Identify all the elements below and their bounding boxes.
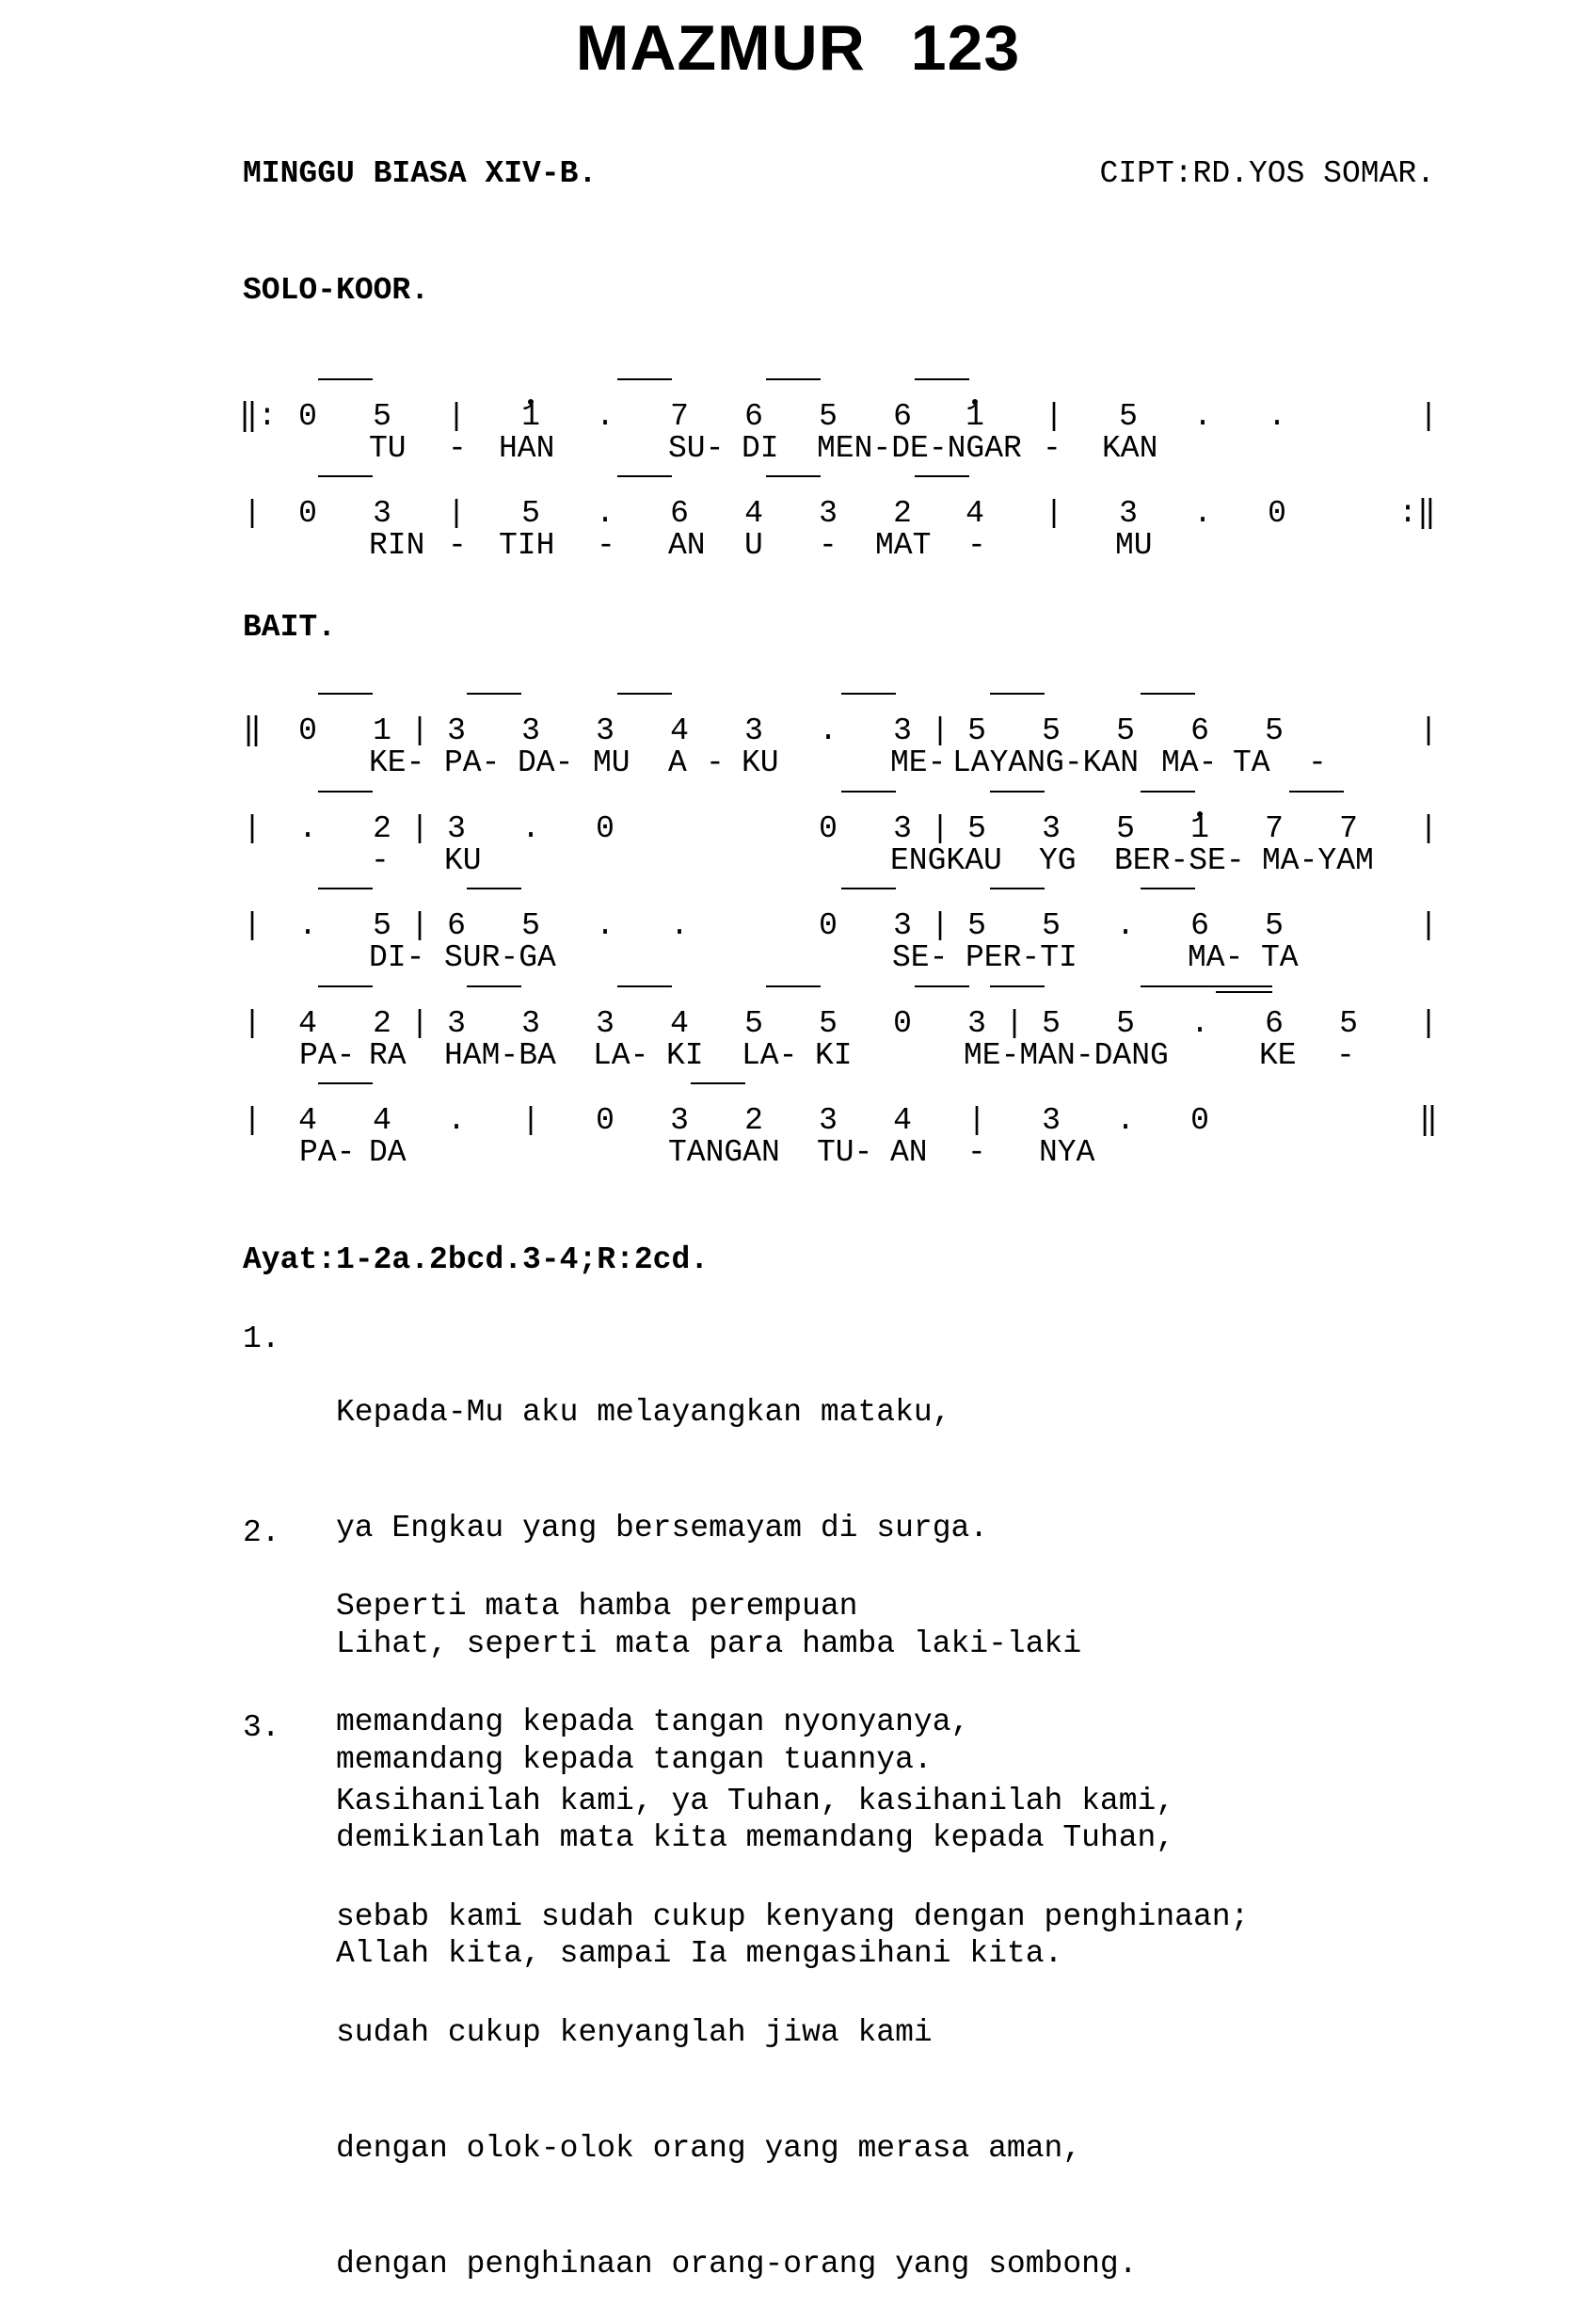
note: 0 xyxy=(298,713,317,748)
note: 5 xyxy=(521,496,540,531)
note-dot: . xyxy=(521,811,540,846)
final-double-barline: ‖ xyxy=(1419,1103,1438,1138)
lyric-syllable: PA- xyxy=(444,745,501,780)
note: 3 xyxy=(521,713,540,748)
lyric-syllable: TA xyxy=(1261,940,1299,975)
note: 3 xyxy=(1119,496,1138,531)
note: 1 xyxy=(1190,811,1209,846)
note: 4 xyxy=(744,496,763,531)
barline: | xyxy=(243,1103,262,1138)
lyric-syllable: - xyxy=(448,431,467,466)
refrain-staff-2 xyxy=(243,462,1445,563)
note: 3 xyxy=(893,908,912,943)
lyric-syllable: DA- xyxy=(518,745,574,780)
lyric-syllable: - xyxy=(371,843,390,878)
note: 4 xyxy=(966,496,984,531)
beam xyxy=(617,693,672,695)
lyric-syllable: TA xyxy=(1233,745,1270,780)
note: 0 xyxy=(596,811,614,846)
beam xyxy=(1289,791,1344,793)
note: 6 xyxy=(744,399,763,434)
note: 2 xyxy=(893,496,912,531)
stanza-number: 1. xyxy=(243,1321,280,1356)
lyric-syllable: YG xyxy=(1039,843,1077,878)
note: 4 xyxy=(670,1006,689,1041)
note-dot: . xyxy=(298,811,317,846)
lyric-syllable: AN xyxy=(668,528,706,563)
lyric-syllable: PA- xyxy=(299,1135,356,1170)
beam xyxy=(617,475,672,477)
barline: | xyxy=(410,713,429,748)
lyric-syllable: RA xyxy=(369,1038,407,1073)
beam xyxy=(841,888,896,889)
barline: | xyxy=(1005,1006,1024,1041)
lyric-syllable: PER-TI xyxy=(966,940,1077,975)
beam xyxy=(691,1082,745,1084)
beam xyxy=(467,888,521,889)
verse-staff-1 xyxy=(243,680,1445,780)
note: 7 xyxy=(670,399,689,434)
lyric-syllable: HAM-BA xyxy=(444,1038,556,1073)
beam xyxy=(617,378,672,380)
lyric-syllable: - xyxy=(448,528,467,563)
beam xyxy=(766,475,821,477)
beam xyxy=(318,791,373,793)
note: 4 xyxy=(373,1103,391,1138)
note: 5 xyxy=(967,908,986,943)
lyric-syllable: - xyxy=(967,1135,986,1170)
stanza-line: dengan olok-olok orang yang merasa aman, xyxy=(336,2131,1082,2166)
note: 5 xyxy=(819,399,838,434)
double-barline: ‖ xyxy=(243,713,262,748)
note: 6 xyxy=(1265,1006,1284,1041)
barline: | xyxy=(410,811,429,846)
beam xyxy=(766,985,821,987)
lyric-syllable: HAN xyxy=(499,431,555,466)
lyric-syllable: - xyxy=(967,528,986,563)
note: 3 xyxy=(893,811,912,846)
barline: | xyxy=(1419,908,1438,943)
barline: | xyxy=(447,496,466,531)
lyric-syllable: - xyxy=(1336,1038,1355,1073)
beam xyxy=(318,475,373,477)
note: 5 xyxy=(521,908,540,943)
lyric-syllable: RIN xyxy=(369,528,425,563)
note: 0 xyxy=(1190,1103,1209,1138)
beam xyxy=(1141,985,1272,987)
note: 0 xyxy=(298,399,317,434)
stanza-3 xyxy=(336,1705,1249,2322)
lyric-syllable: LA- xyxy=(593,1038,649,1073)
note-dot: . xyxy=(596,399,614,434)
lyric-syllable: MU xyxy=(1115,528,1153,563)
note: 3 xyxy=(893,713,912,748)
refrain-staff-1 xyxy=(239,365,1445,466)
beam xyxy=(318,1082,373,1084)
stanza-line: dengan penghinaan orang-orang yang sombong. xyxy=(336,2247,1138,2282)
lyric-syllable: KU xyxy=(742,745,779,780)
note: 3 xyxy=(819,1103,838,1138)
note: 3 xyxy=(521,1006,540,1041)
note: 5 xyxy=(1116,713,1135,748)
lyric-syllable: MA- xyxy=(1188,940,1244,975)
barline: | xyxy=(931,713,950,748)
note: 3 xyxy=(1042,811,1061,846)
note: 5 xyxy=(1042,713,1061,748)
note: 7 xyxy=(1339,811,1358,846)
note: 3 xyxy=(670,1103,689,1138)
barline: | xyxy=(931,908,950,943)
beam xyxy=(318,693,373,695)
note: 4 xyxy=(298,1006,317,1041)
barline: | xyxy=(243,1006,262,1041)
note: 0 xyxy=(819,811,838,846)
note: 5 xyxy=(1042,1006,1061,1041)
repeat-start-barline: ‖: xyxy=(239,399,277,434)
note: 5 xyxy=(1116,1006,1135,1041)
lyric-syllable: ME-MAN-DANG xyxy=(964,1038,1169,1073)
lyric-syllable: ENGKAU xyxy=(890,843,1002,878)
note-dot: . xyxy=(1116,908,1135,943)
lyric-syllable: TIH xyxy=(499,528,555,563)
note: 2 xyxy=(373,1006,391,1041)
beam xyxy=(915,985,969,987)
double-beam xyxy=(1216,991,1272,993)
barline: | xyxy=(243,811,262,846)
beam xyxy=(990,888,1045,889)
stanza-line: Allah kita, sampai Ia mengasihani kita. xyxy=(336,1936,1063,1971)
stanza-line: Kasihanilah kami, ya Tuhan, kasihanilah kami, xyxy=(336,1784,1175,1818)
note: 5 xyxy=(967,713,986,748)
note: 1 xyxy=(373,713,391,748)
note: 5 xyxy=(967,811,986,846)
lyric-syllable: MA-YAM xyxy=(1262,843,1374,878)
beam xyxy=(318,985,373,987)
beam xyxy=(990,985,1045,987)
beam xyxy=(990,791,1045,793)
stanza-number: 2. xyxy=(243,1515,280,1550)
beam xyxy=(841,693,896,695)
lyric-syllable: SU- xyxy=(668,431,725,466)
barline: | xyxy=(1045,496,1063,531)
lyric-syllable: LAYANG-KAN xyxy=(952,745,1140,780)
lyric-syllable: DI xyxy=(742,431,779,466)
note: 4 xyxy=(298,1103,317,1138)
note-dot: . xyxy=(1268,399,1286,434)
note: 0 xyxy=(1268,496,1286,531)
note: 6 xyxy=(1190,908,1209,943)
lyric-syllable: ME- xyxy=(890,745,947,780)
verse-staff-4 xyxy=(243,972,1445,1073)
verse-staff-3 xyxy=(243,874,1445,975)
beam xyxy=(1141,791,1195,793)
occasion-label: MINGGU BIASA XIV-B. xyxy=(243,156,598,191)
lyric-syllable: SUR-GA xyxy=(444,940,556,975)
stanza-line: demikianlah mata kita memandang kepada Tuhan, xyxy=(336,1820,1175,1855)
stanza-line: Kepada-Mu aku melayangkan mataku, xyxy=(336,1395,951,1430)
barline: | xyxy=(447,399,466,434)
note: 6 xyxy=(1190,713,1209,748)
beam xyxy=(990,693,1045,695)
barline: | xyxy=(1419,713,1438,748)
beam xyxy=(1141,693,1195,695)
beam xyxy=(467,985,521,987)
note-dot: . xyxy=(1190,1006,1209,1041)
stanza-line: memandang kepada tangan nyonyanya, xyxy=(336,1705,970,1739)
stanza-line: sebab kami sudah cukup kenyang dengan penghinaan; xyxy=(336,1899,1250,1934)
lyric-syllable: KE xyxy=(1259,1038,1297,1073)
note: 3 xyxy=(819,496,838,531)
note: 0 xyxy=(893,1006,912,1041)
barline: | xyxy=(1045,399,1063,434)
note-dot: . xyxy=(819,713,838,748)
beam xyxy=(841,791,896,793)
note-dot: . xyxy=(1193,399,1212,434)
lyric-syllable: AN xyxy=(890,1135,928,1170)
beam xyxy=(617,985,672,987)
note: 6 xyxy=(670,496,689,531)
barline: | xyxy=(521,1103,540,1138)
lyric-syllable: NYA xyxy=(1039,1135,1095,1170)
note: 6 xyxy=(447,908,466,943)
lyric-syllable: - xyxy=(1308,745,1327,780)
lyric-syllable: MAT xyxy=(875,528,932,563)
barline: | xyxy=(1419,811,1438,846)
note: 7 xyxy=(1265,811,1284,846)
beam xyxy=(766,378,821,380)
note: 3 xyxy=(1042,1103,1061,1138)
note: 3 xyxy=(967,1006,986,1041)
note-dot: . xyxy=(670,908,689,943)
ayat-reference: Ayat:1-2a.2bcd.3-4;R:2cd. xyxy=(243,1242,710,1277)
section-refrain-heading: SOLO-KOOR. xyxy=(243,273,430,308)
note: 5 xyxy=(1265,713,1284,748)
stanza-line: sudah cukup kenyanglah jiwa kami xyxy=(336,2015,933,2050)
page-title: MAZMUR 123 xyxy=(575,12,1021,84)
barline: | xyxy=(1419,1006,1438,1041)
lyric-syllable: DI- xyxy=(369,940,425,975)
note: 5 xyxy=(373,908,391,943)
note: 3 xyxy=(744,713,763,748)
note: 5 xyxy=(373,399,391,434)
lyric-syllable: KAN xyxy=(1102,431,1158,466)
lyric-syllable: - xyxy=(706,745,725,780)
note: 0 xyxy=(298,496,317,531)
note-dot: . xyxy=(447,1103,466,1138)
note-dot: . xyxy=(298,908,317,943)
barline: | xyxy=(410,908,429,943)
lyric-syllable: DA xyxy=(369,1135,407,1170)
note: 3 xyxy=(447,811,466,846)
stanza-line: Lihat, seperti mata para hamba laki-laki xyxy=(336,1626,1082,1661)
verse-staff-2 xyxy=(243,777,1445,878)
lyric-syllable: A xyxy=(668,745,687,780)
barline: | xyxy=(243,496,262,531)
lyric-syllable: TANGAN xyxy=(668,1135,780,1170)
beam xyxy=(318,888,373,889)
beam xyxy=(915,378,969,380)
stanza-line: ya Engkau yang bersemayam di surga. xyxy=(336,1511,989,1545)
beam xyxy=(915,475,969,477)
barline: | xyxy=(1419,399,1438,434)
lyric-syllable: BER-SE- xyxy=(1114,843,1245,878)
note: 0 xyxy=(596,1103,614,1138)
note: 1 xyxy=(521,399,540,434)
lyric-syllable: MU xyxy=(593,745,630,780)
note: 3 xyxy=(596,713,614,748)
note: 3 xyxy=(373,496,391,531)
note: 5 xyxy=(744,1006,763,1041)
note-dot: . xyxy=(596,908,614,943)
note: 1 xyxy=(966,399,984,434)
beam xyxy=(1141,888,1195,889)
beam xyxy=(467,693,521,695)
note: 6 xyxy=(893,399,912,434)
note: 5 xyxy=(1116,811,1135,846)
lyric-syllable: MEN-DE-NGAR xyxy=(817,431,1022,466)
note: 5 xyxy=(1265,908,1284,943)
note: 3 xyxy=(447,713,466,748)
lyric-syllable: KU xyxy=(444,843,482,878)
stanza-number: 3. xyxy=(243,1710,280,1745)
note: 4 xyxy=(670,713,689,748)
note: 2 xyxy=(744,1103,763,1138)
lyric-syllable: LA- xyxy=(742,1038,798,1073)
lyric-syllable: PA- xyxy=(299,1038,356,1073)
lyric-syllable: TU xyxy=(369,431,407,466)
beam xyxy=(318,378,373,380)
verse-staff-5 xyxy=(243,1069,1445,1170)
note: 5 xyxy=(1042,908,1061,943)
note: 5 xyxy=(1119,399,1138,434)
note-dot: . xyxy=(596,496,614,531)
lyric-syllable: TU- xyxy=(817,1135,873,1170)
lyric-syllable: - xyxy=(1043,431,1061,466)
lyric-syllable: MA- xyxy=(1161,745,1218,780)
lyric-syllable: SE- xyxy=(892,940,949,975)
note-dot: . xyxy=(1116,1103,1135,1138)
section-verse-heading: BAIT. xyxy=(243,610,337,645)
note: 5 xyxy=(819,1006,838,1041)
barline: | xyxy=(967,1103,986,1138)
stanza-line: memandang kepada tangan tuannya. xyxy=(336,1742,933,1777)
barline: | xyxy=(410,1006,429,1041)
lyric-syllable: - xyxy=(597,528,615,563)
stanza-line: Seperti mata hamba perempuan xyxy=(336,1589,858,1624)
note: 4 xyxy=(893,1103,912,1138)
barline: | xyxy=(243,908,262,943)
barline: | xyxy=(931,811,950,846)
lyric-syllable: U xyxy=(744,528,763,563)
repeat-end-barline: :‖ xyxy=(1398,496,1436,531)
note: 0 xyxy=(819,908,838,943)
composer-credit: CIPT:RD.YOS SOMAR. xyxy=(1099,156,1435,191)
lyric-syllable: KE- xyxy=(369,745,425,780)
note: 3 xyxy=(596,1006,614,1041)
note: 5 xyxy=(1339,1006,1358,1041)
note-dot: . xyxy=(1193,496,1212,531)
note: 2 xyxy=(373,811,391,846)
lyric-syllable: KI xyxy=(666,1038,704,1073)
lyric-syllable: KI xyxy=(815,1038,853,1073)
note: 3 xyxy=(447,1006,466,1041)
lyric-syllable: - xyxy=(819,528,838,563)
